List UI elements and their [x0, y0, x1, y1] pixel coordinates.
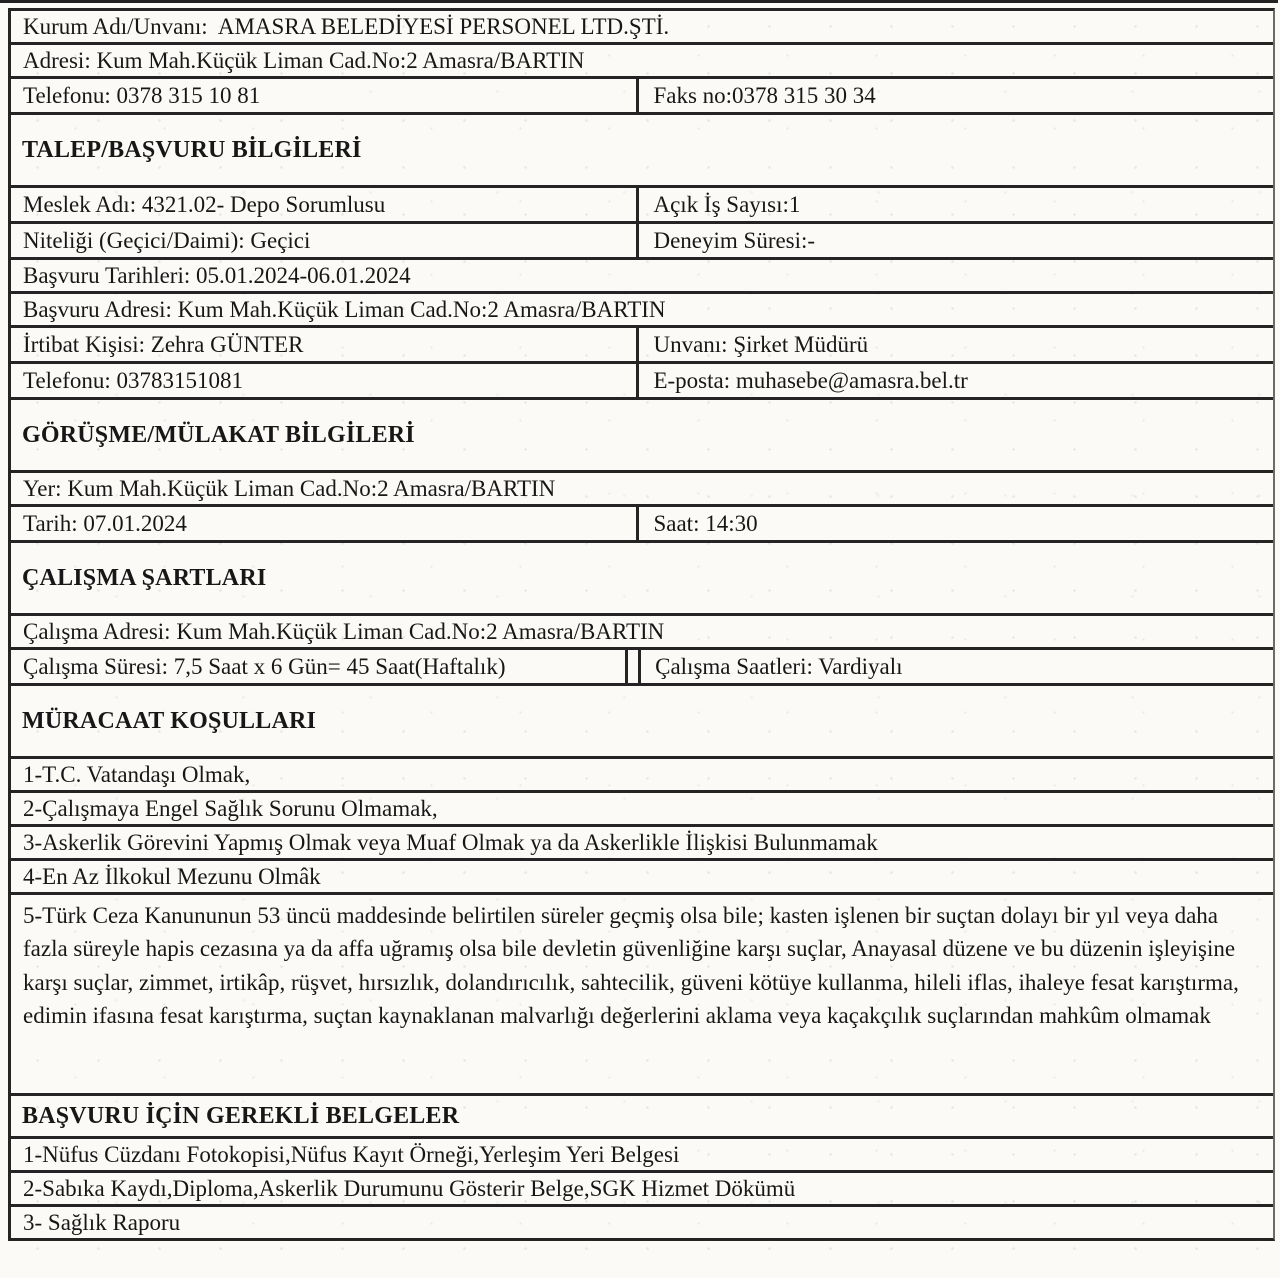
belge-1-text: 1-Nüfus Cüzdanı Fotokopisi,Nüfus Kayıt Örneği,Yerleşim Yeri Belgesi	[23, 1142, 680, 1167]
faks-text: Faks no:0378 315 30 34	[653, 83, 876, 108]
irtibat-telefonu-text: Telefonu: 03783151081	[23, 368, 244, 393]
gorusme-yer-text: Yer: Kum Mah.Küçük Liman Cad.No:2 Amasra/BARTIN	[23, 476, 556, 501]
list-item-kosul-3	[11, 827, 1273, 861]
job-posting-form-table	[8, 8, 1275, 1241]
field-meslek-adi	[11, 188, 639, 221]
section-title-talep-basvuru	[11, 115, 1273, 188]
kosul-2-text: 2-Çalışmaya Engel Sağlık Sorunu Olmamak,	[23, 796, 438, 821]
field-niteligi	[11, 224, 639, 257]
field-unvani	[639, 328, 1273, 361]
irtibat-kisisi-text: İrtibat Kişisi: Zehra GÜNTER	[23, 332, 304, 357]
field-faks-no	[639, 79, 1273, 112]
gorusme-saat-text: Saat: 14:30	[653, 511, 758, 536]
gorusme-tarih-text: Tarih: 07.01.2024	[23, 511, 187, 536]
list-item-belge-1	[11, 1139, 1273, 1173]
field-acik-is-sayisi	[639, 188, 1273, 221]
section-title-gerekli-belgeler	[11, 1096, 1273, 1139]
belgeler-title-text: BAŞVURU İÇİN GEREKLİ BELGELER	[22, 1102, 460, 1129]
kurum-adi-text: Kurum Adı/Unvanı: AMASRA BELEDİYESİ PERSONEL LTD.ŞTİ.	[23, 14, 670, 39]
list-item-kosul-4	[11, 861, 1273, 895]
belge-2-text: 2-Sabıka Kaydı,Diploma,Askerlik Durumunu Gösterir Belge,SGK Hizmet Dökümü	[23, 1176, 796, 1201]
row-sure-saatler	[11, 650, 1273, 686]
row-telefon-faks	[11, 79, 1273, 115]
list-item-belge-2	[11, 1173, 1273, 1207]
basvuru-adresi-text: Başvuru Adresi: Kum Mah.Küçük Liman Cad.No:2 Amasra/BARTIN	[23, 297, 666, 322]
unvani-text: Unvanı: Şirket Müdürü	[653, 332, 869, 357]
section-title-calisma-sartlari	[11, 543, 1273, 616]
field-deneyim-suresi	[639, 224, 1273, 257]
kosul-1-text: 1-T.C. Vatandaşı Olmak,	[23, 762, 251, 787]
list-item-belge-3	[11, 1207, 1273, 1238]
telefonu-text: Telefonu: 0378 315 10 81	[23, 83, 261, 108]
field-irtibat-kisisi	[11, 328, 639, 361]
field-gorusme-saat	[639, 507, 1273, 540]
niteligi-text: Niteliği (Geçici/Daimi): Geçici	[23, 228, 311, 253]
field-gorusme-yer	[11, 473, 1273, 507]
field-calisma-suresi	[11, 650, 628, 683]
row-telefon-eposta	[11, 364, 1273, 400]
deneyim-text: Deneyim Süresi:-	[653, 228, 816, 253]
field-irtibat-telefonu	[11, 364, 639, 397]
acik-is-text: Açık İş Sayısı:1	[653, 192, 801, 217]
calisma-saatleri-text: Çalışma Saatleri: Vardiyalı	[655, 654, 903, 679]
field-eposta	[639, 364, 1273, 397]
list-item-kosul-5	[11, 895, 1273, 1096]
row-nitelik-deneyim	[11, 224, 1273, 260]
kosul-5-text: 5-Türk Ceza Kanununun 53 üncü maddesinde belirtilen süreler geçmiş olsa bile; kasten işlenen bir suçtan dolayı bir yıl veya daha fazla süreyle hapis cezasına ya da affa uğramış olsa bile devletin güvenliğine karşı suçlar, Anayasal düzene ve bu düzenin işleyişine karşı suçlar, zimmet, irtikâp, rüşvet, hırsızlık, dolandırıcılık, sahtecilik, güveni kötüye kullanma, hileli iflas, ihaleye fesat karıştırma, edimin ifasına fesat karıştırma, suçtan kaynaklanan malvarlığı değerlerini aklama veya kaçakçılık suçlarından mahkûm olmamak	[23, 903, 1245, 1029]
list-item-kosul-1	[11, 759, 1273, 793]
field-gorusme-tarih	[11, 507, 639, 540]
field-adresi	[11, 45, 1273, 79]
field-calisma-saatleri	[638, 650, 1273, 683]
field-telefonu	[11, 79, 639, 112]
belge-3-text: 3- Sağlık Raporu	[23, 1210, 181, 1235]
calisma-title-text: ÇALIŞMA ŞARTLARI	[22, 564, 267, 591]
field-basvuru-adresi	[11, 294, 1273, 328]
field-basvuru-tarihleri	[11, 260, 1273, 294]
eposta-text: E-posta: muhasebe@amasra.bel.tr	[653, 368, 968, 393]
row-meslek-acikis	[11, 188, 1273, 224]
meslek-adi-text: Meslek Adı: 4321.02- Depo Sorumlusu	[23, 192, 386, 217]
talep-title-text: TALEP/BAŞVURU BİLGİLERİ	[22, 136, 362, 163]
calisma-adresi-text: Çalışma Adresi: Kum Mah.Küçük Liman Cad.No:2 Amasra/BARTIN	[23, 619, 665, 644]
page-top-edge-line	[0, 0, 1278, 3]
section-title-muracaat-kosullari	[11, 686, 1273, 759]
row-tarih-saat	[11, 507, 1273, 543]
muracaat-title-text: MÜRACAAT KOŞULLARI	[22, 707, 317, 734]
basvuru-tarihleri-text: Başvuru Tarihleri: 05.01.2024-06.01.2024	[23, 263, 411, 288]
calisma-suresi-text: Çalışma Süresi: 7,5 Saat x 6 Gün= 45 Saat(Haftalık)	[23, 654, 506, 679]
kosul-3-text: 3-Askerlik Görevini Yapmış Olmak veya Muaf Olmak ya da Askerlikle İlişkisi Bulunmamak	[23, 830, 878, 855]
field-calisma-adresi	[11, 616, 1273, 650]
section-title-gorusme-mulakat	[11, 400, 1273, 473]
field-kurum-adi-unvani	[11, 11, 1273, 45]
list-item-kosul-2	[11, 793, 1273, 827]
adresi-text: Adresi: Kum Mah.Küçük Liman Cad.No:2 Amasra/BARTIN	[23, 48, 585, 73]
gorusme-title-text: GÖRÜŞME/MÜLAKAT BİLGİLERİ	[22, 421, 415, 448]
row-irtibat-unvan	[11, 328, 1273, 364]
kosul-4-text: 4-En Az İlkokul Mezunu Olmâk	[23, 864, 321, 889]
